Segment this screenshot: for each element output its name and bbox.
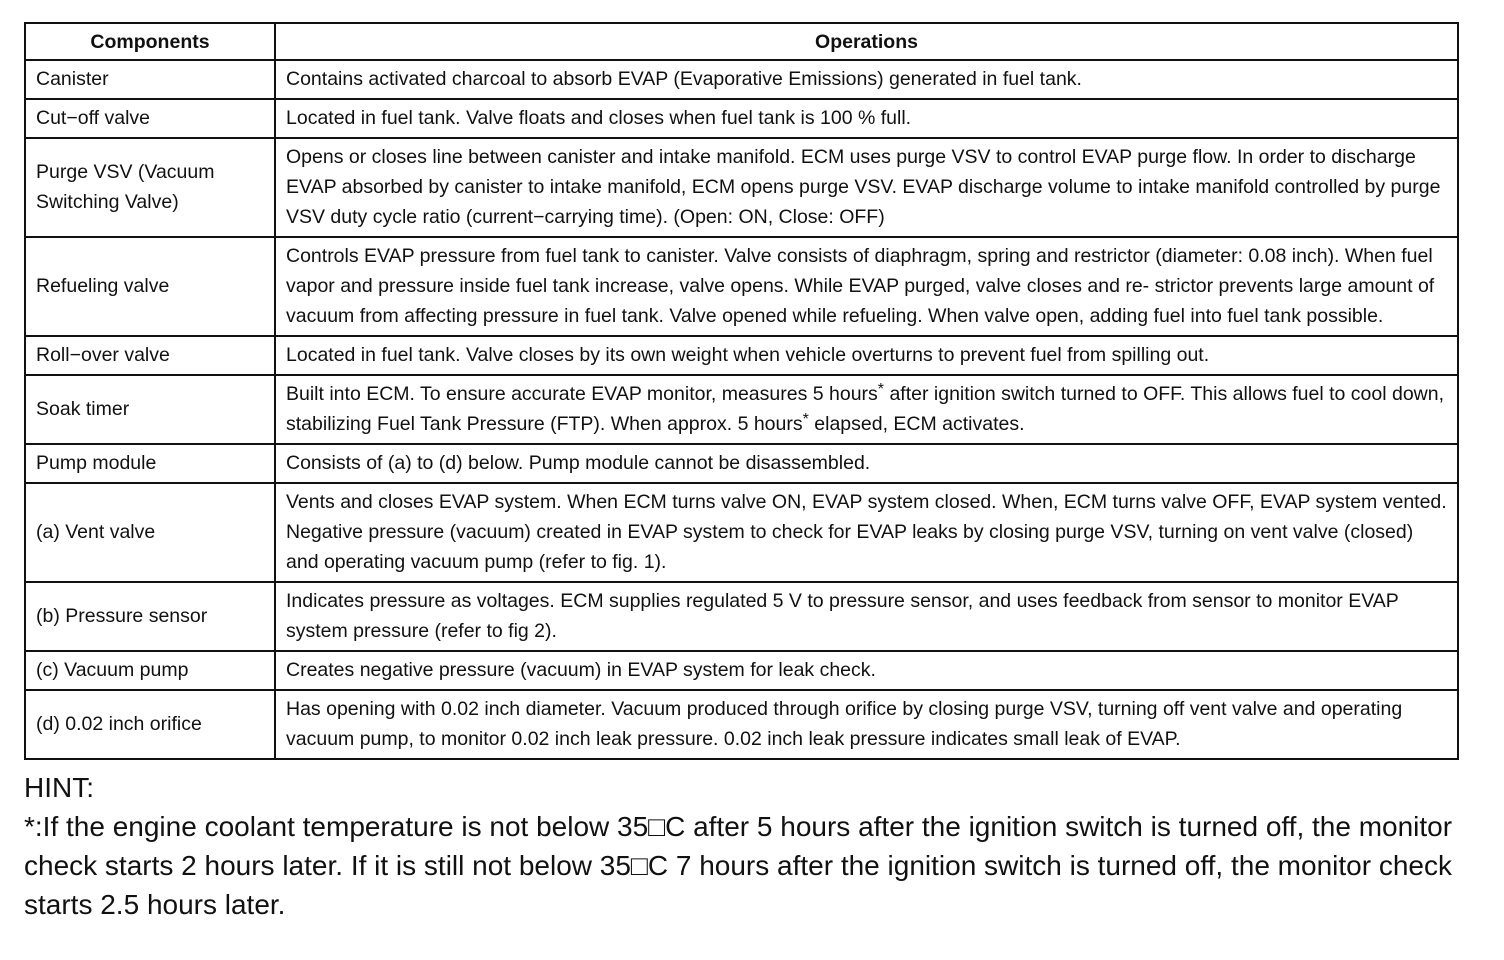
footnote-marker: *: [877, 381, 885, 398]
table-row: [25, 444, 1458, 483]
footnote-marker: *: [802, 411, 809, 428]
component-cell: Roll−over valve: [25, 336, 275, 375]
table-row: [25, 483, 1458, 582]
table-row: [25, 651, 1458, 690]
table-row: [25, 237, 1458, 336]
operation-text: Built into ECM. To ensure accurate EVAP monitor, measures 5 hours: [286, 383, 878, 405]
component-cell: Soak timer: [25, 375, 275, 444]
component-cell: (c) Vacuum pump: [25, 651, 275, 690]
table-header-row: [25, 23, 1458, 60]
operation-text: after ignition switch turned to OFF. This allows fuel to cool down, stabilizing Fuel Tank Pressure (FTP). When approx. 5 hours: [286, 383, 1445, 435]
table-row: [25, 582, 1458, 651]
hint-title: HINT:: [24, 772, 94, 803]
component-cell: Canister: [25, 60, 275, 99]
component-cell: Cut−off valve: [25, 99, 275, 138]
component-cell: (a) Vent valve: [25, 483, 275, 582]
components-operations-table: [24, 22, 1459, 760]
operation-cell: Indicates pressure as voltages. ECM supplies regulated 5 V to pressure sensor, and uses feedback from sensor to monitor EVAP system pressure (refer to fig 2).: [275, 582, 1458, 651]
operation-cell: Opens or closes line between canister and intake manifold. ECM uses purge VSV to control EVAP purge flow. In order to discharge EVAP absorbed by canister to intake manifold, ECM opens purge VSV. EVAP discharge volume to intake manifold controlled by purge VSV duty cycle ratio (current−carrying time). (Open: ON, Close: OFF): [275, 138, 1458, 237]
table-row: [25, 138, 1458, 237]
table-row: [25, 375, 1458, 444]
operation-cell: Creates negative pressure (vacuum) in EVAP system for leak check.: [275, 651, 1458, 690]
operation-cell: Has opening with 0.02 inch diameter. Vacuum produced through orifice by closing purge VSV, turning off vent valve and operating vacuum pump, to monitor 0.02 inch leak pressure. 0.02 inch leak pressure indicates small leak of EVAP.: [275, 690, 1458, 759]
hint-section: [24, 768, 1457, 924]
header-components: Components: [25, 23, 275, 60]
operation-text: elapsed, ECM activates.: [808, 413, 1025, 435]
document-page: [24, 22, 1457, 924]
table-row: [25, 60, 1458, 99]
component-cell: Pump module: [25, 444, 275, 483]
operation-cell: Located in fuel tank. Valve closes by its own weight when vehicle overturns to prevent fuel from spilling out.: [275, 336, 1458, 375]
operation-cell: Vents and closes EVAP system. When ECM turns valve ON, EVAP system closed. When, ECM turns valve OFF, EVAP system vented. Negative pressure (vacuum) created in EVAP system to check for EVAP leaks by closing purge VSV, turning on vent valve (closed) and operating vacuum pump (refer to fig. 1).: [275, 483, 1458, 582]
hint-text: *:If the engine coolant temperature is not below 35□C after 5 hours after the ignition switch is turned off, the monitor check starts 2 hours later. If it is still not below 35□C 7 hours after the ignition switch is turned off, the monitor check starts 2.5 hours later.: [24, 811, 1453, 920]
component-cell: Purge VSV (Vacuum Switching Valve): [25, 138, 275, 237]
table-row: [25, 690, 1458, 759]
operation-cell: Located in fuel tank. Valve floats and closes when fuel tank is 100 % full.: [275, 99, 1458, 138]
component-cell: (d) 0.02 inch orifice: [25, 690, 275, 759]
component-cell: (b) Pressure sensor: [25, 582, 275, 651]
operation-cell: Controls EVAP pressure from fuel tank to canister. Valve consists of diaphragm, spring and restrictor (diameter: 0.08 inch). When fuel vapor and pressure inside fuel tank increase, valve opens. While EVAP purged, valve closes and re- strictor prevents large amount of vacuum from affecting pressure in fuel tank. Valve opened while refueling. When valve open, adding fuel into fuel tank possible.: [275, 237, 1458, 336]
component-cell: Refueling valve: [25, 237, 275, 336]
operation-cell: [275, 375, 1458, 444]
operation-cell: Consists of (a) to (d) below. Pump module cannot be disassembled.: [275, 444, 1458, 483]
operation-cell: Contains activated charcoal to absorb EVAP (Evaporative Emissions) generated in fuel tank.: [275, 60, 1458, 99]
table-row: [25, 99, 1458, 138]
header-operations: Operations: [275, 23, 1458, 60]
table-row: [25, 336, 1458, 375]
